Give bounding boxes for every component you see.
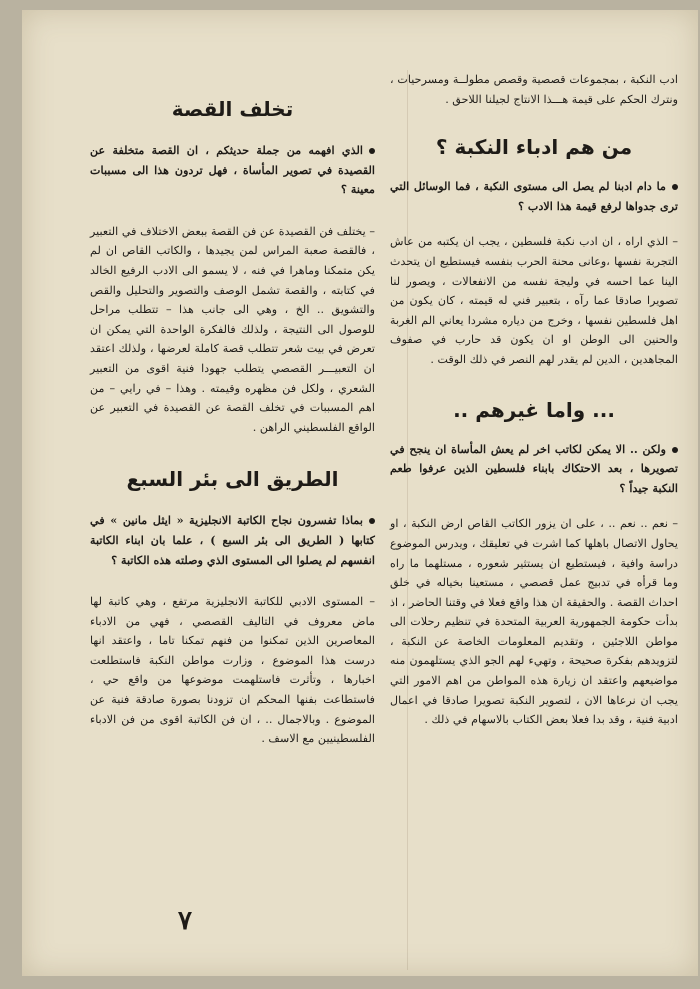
interview-question: بماذا تفسرون نجاح الكاتبة الانجليزية « ايثل مانين » في كتابها ( الطريق الى بئر السبع ) ، علما بان ابناء الكاتبة انفسهم لم يصلوا الى المستوى الذي وصلته هذه الكاتبة ؟: [90, 513, 375, 567]
section-heading: ... واما غيرهم ..: [453, 397, 615, 422]
section-heading: تخلف القصة: [171, 97, 294, 121]
bullet-icon: [672, 184, 678, 190]
interview-question: الذي افهمه من جملة حديثكم ، ان القصة متخلفة عن القصيدة في تصوير المأساة ، فهل تردون هذا الى مسببات معينة ؟: [90, 143, 375, 197]
interview-answer: – الذي اراه ، ان ادب نكبة فلسطين ، يجب ان يكتبه من عاش التجربة نفسها ،وعانى محنة الحرب بنفسه فيستطيع ان يتحدث الينا عما احسه في وليجة نفسه من الانفعالات ، ويصور لنا تصويرا صادقا عما رآه ، بتعبير فني له قيمته ، كان يكون من اهل فلسطين نفسها ، وخرج من دياره مشردا يعاني الم الغربة والحنين الى الوطن او ان يكون قد حارب في صفوف المجاهدين ، الدين لم يقدر لهم النصر في ذلك الوقت .: [390, 235, 678, 366]
section-heading: الطريق الى بئر السبع: [126, 467, 339, 492]
interview-answer: – نعم .. نعم .. ، على ان يزور الكاتب القاص ارض النكبة ، او يحاول الاتصال باهلها كما اشرت في تعليقك ، ويدرس الموضوع دراسة وافية ، فيستطيع ان يستثير شعوره ، مستلهما ما راه وما قرأه في تدبيج عمل قصصي ، مستعينا بخياله في خلق احداث القصة . والحقيقة ان هذا واقع فعلا في وقتنا الحاضر ، اذ بدأت حكومة الجمهورية العربية المتحدة في تنظيم رحلات الى مواطن اللاجئين ، وتقديم المعلومات الخاصة عن النكبة ، لتزويدهم بفكرة صحيحة ، وتهيء لهم الجو الذي يستلهمون منه مواضيعهم واعتقد ان زيارة هذه المواطن من اهم الامور التي يجب ان نرعاها الان ، لتصوير النكبة تصويرا صادقا في اعمال ادبية فنية ، وقد بدا فعلا بعض الكتاب بالاسهام في ذلك .: [390, 517, 678, 727]
interview-question: ولكن .. الا يمكن لكاتب اخر لم يعش المأساة ان ينجح في تصويرها ، بعد الاحتكاك بابناء فلسطين الذين عرفوا طعم النكبة جيداً ؟: [390, 441, 678, 495]
intro-paragraph: ادب النكبة ، بمجموعات قصصية وقصص مطولــة ومسرحيات ، ونترك الحكم على قيمة هـــذا الانتاج لجيلنا اللاحق .: [390, 73, 678, 106]
bullet-icon: [369, 148, 375, 154]
interview-question: ما دام ادبنا لم يصل الى مستوى النكبة ، فما الوسائل التي ترى جدواها لرفع قيمة هذا الادب ؟: [390, 179, 678, 213]
left-column: [90, 95, 375, 749]
page-number: ٧: [178, 906, 192, 936]
right-column: [390, 70, 678, 730]
section-heading: من هم ادباء النكبة ؟: [435, 135, 633, 160]
bullet-icon: [369, 518, 375, 524]
interview-answer: – يختلف فن القصيدة عن فن القصة ببعض الاختلاف في التعبير ، فالقصة صعبة المراس لمن يجيدها ، والكاتب القاص ان لم يكن متمكنا وماهرا في فنه ، لا يسمو الى الادب الرفيع الخالد في كتابته ، والقصة تشمل الوصف والتصوير والتحليل والقص والتشويق .. الخ ، وهي الى جانب هذا – تتطلب مراحل للوصول الى النتيجة ، ولذلك فالفكرة الواحدة التي يمكن ان تعرض في بيت شعر تتطلب قصة كاملة لعرضها ، ولذلك اعتقد ان التعبيـــر القصصي يتطلب جهودا فنية اقوى من التعبير الشعري ، ولكل فن مظهره وقيمته . وهذا – في رايي – من اهم المسببات في تخلف القصة عن القصيدة في التعبير عن الواقع الفلسطيني الراهن .: [90, 224, 375, 434]
bullet-icon: [672, 447, 678, 453]
interview-answer: – المستوى الادبي للكاتبة الانجليزية مرتفع ، وهي كاتبة لها ماض معروف في التاليف القصصي ، فهي من الادباء المعاصرين الذين تمكنوا من فنهم تمكنا تاما ، واعتقد انها درست هذا الموضوع ، وزارت مواطن النكبة فاستطلعت اخبارها ، وتأثرت فاستلهمت موضوعها من واقع حي ، فاستطاعت بفنها المحكم ان تزودنا بصورة صادقة فنية عن الموضوع . وبالاجمال .. ، ان فن الكاتبة اقوى من فن الادباء الفلسطينيين مع الاسف .: [90, 595, 375, 746]
